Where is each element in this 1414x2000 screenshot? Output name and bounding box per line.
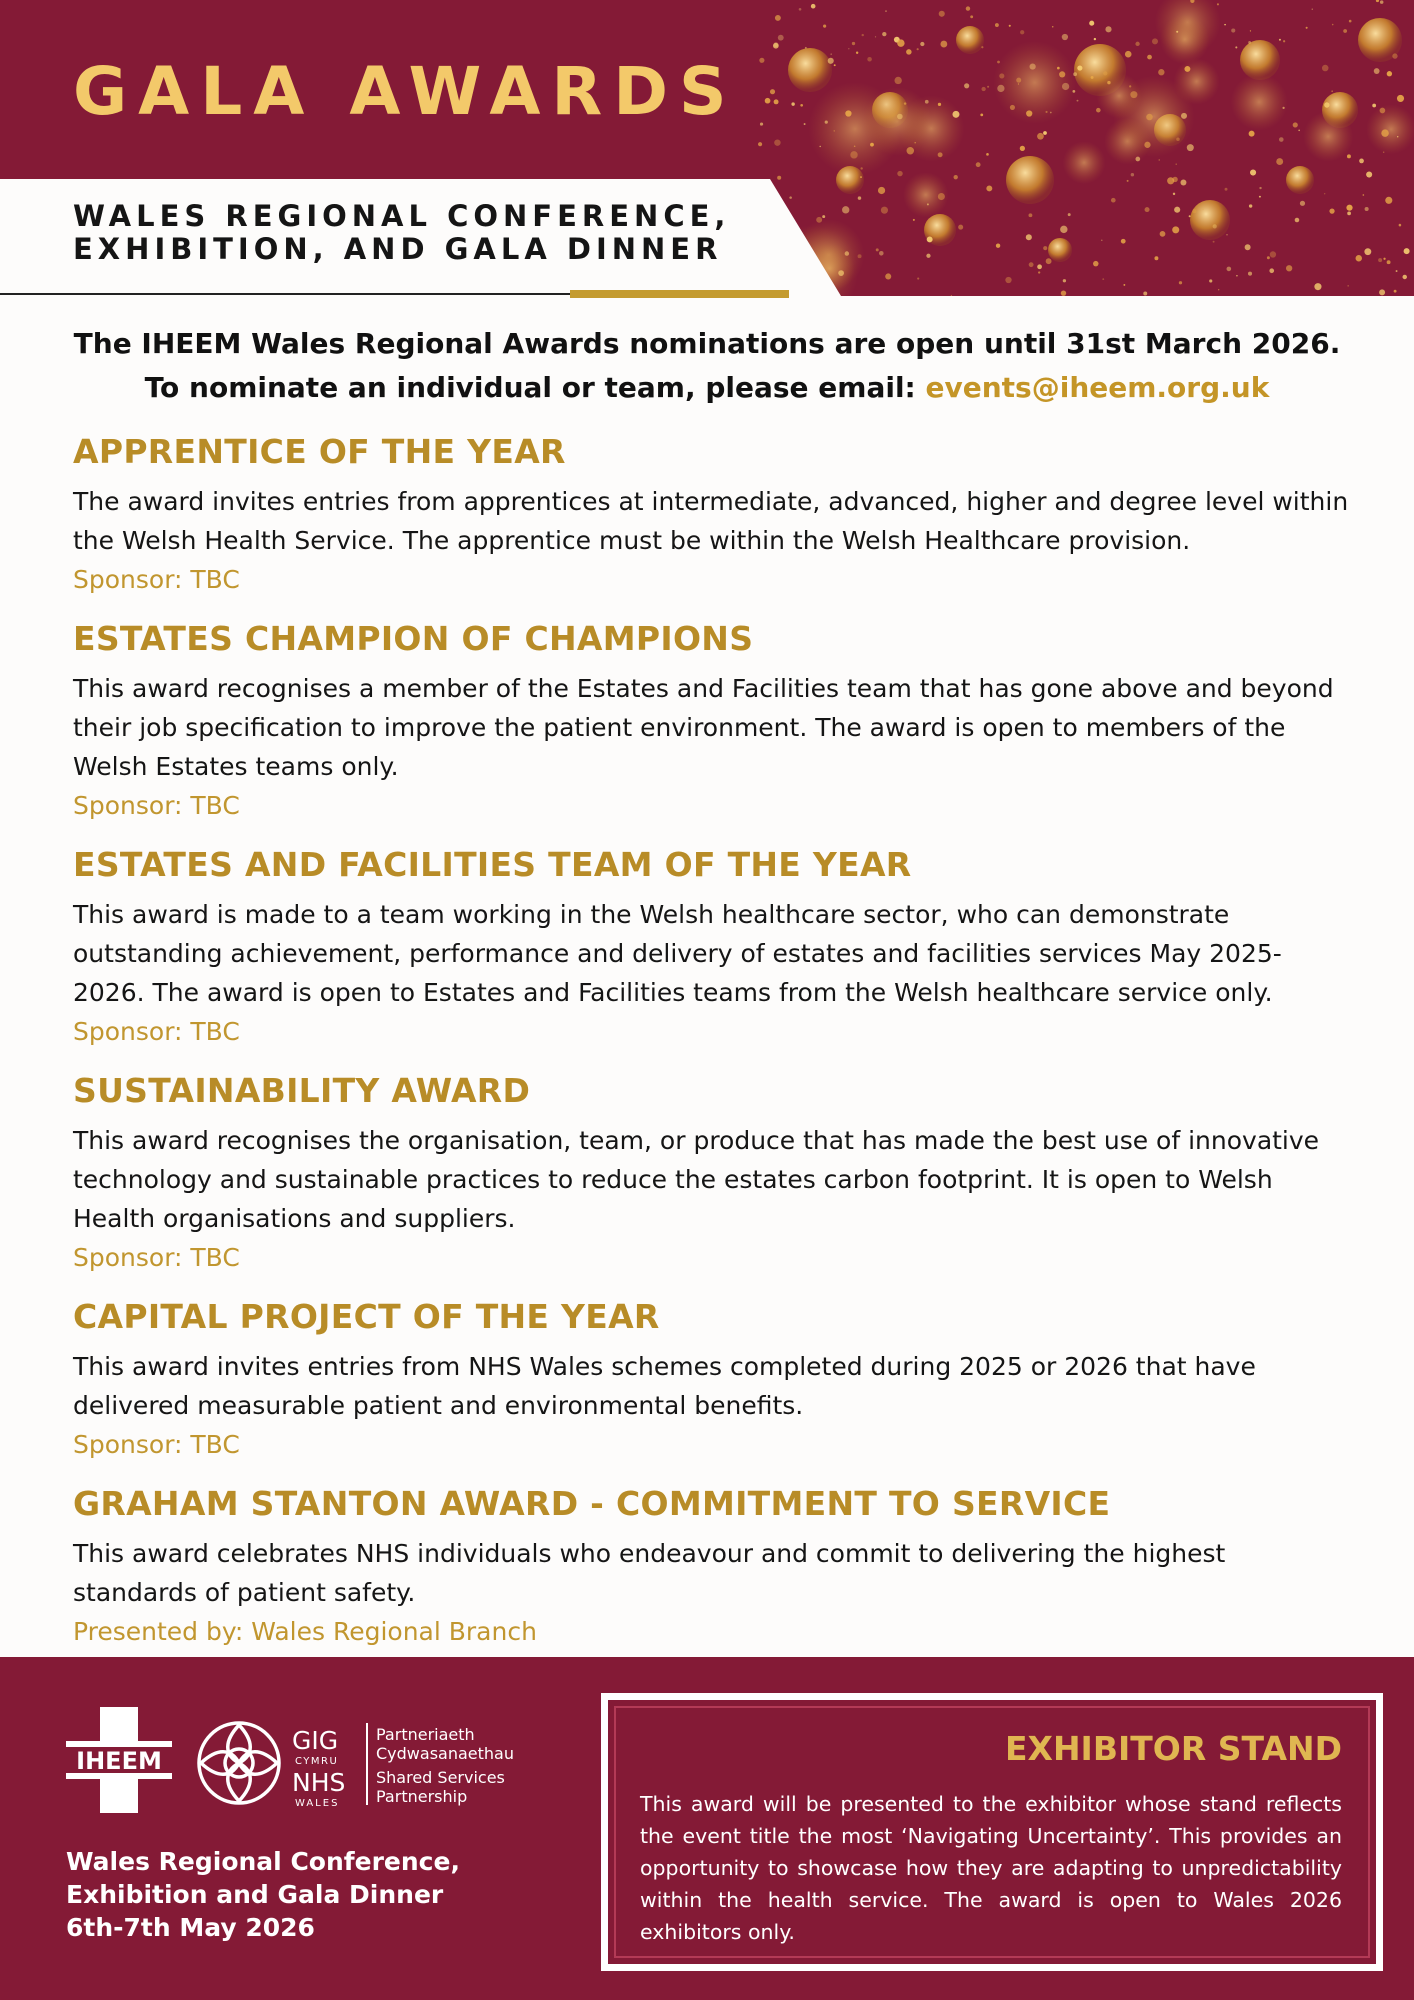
award-description: This award celebrates NHS individuals who endeavour and commit to delivering the highest standards of patient safety.: [73, 1539, 1226, 1607]
award-title: CAPITAL PROJECT OF THE YEAR: [73, 1297, 660, 1336]
footer-event-details: [66, 1845, 460, 1944]
gold-accent-bar: [570, 290, 789, 298]
partner-line-3: Shared Services: [376, 1768, 505, 1787]
exhibitor-stand-box: [601, 1693, 1383, 1971]
award-item: [73, 1482, 1353, 1651]
award-title: GRAHAM STANTON AWARD - COMMITMENT TO SERVICE: [73, 1484, 1111, 1523]
email-link[interactable]: events@iheem.org.uk: [925, 371, 1270, 404]
partner-line-4: Partnership: [376, 1787, 468, 1806]
award-description: This award invites entries from NHS Wales schemes completed during 2025 or 2026 that have delivered measurable patient and environmental benefits.: [73, 1352, 1256, 1420]
intro-line-2: [30, 366, 1384, 410]
awards-list: [73, 430, 1353, 1669]
footer-event-line-1: Wales Regional Conference,: [66, 1847, 460, 1876]
partner-line-1: Partneriaeth: [376, 1725, 475, 1744]
intro-line-2-text: To nominate an individual or team, please email:: [144, 371, 926, 404]
award-item: [73, 843, 1353, 1051]
gold-bokeh-image: [740, 0, 1414, 296]
divider-line: [0, 293, 570, 295]
award-title: ESTATES AND FACILITIES TEAM OF THE YEAR: [73, 845, 912, 884]
footer-band: [0, 1657, 1414, 2000]
award-title: ESTATES CHAMPION OF CHAMPIONS: [73, 619, 754, 658]
iheem-logo-text: IHEEM: [76, 1747, 162, 1775]
subtitle-line-1: WALES REGIONAL CONFERENCE,: [73, 199, 731, 233]
award-description: This award recognises a member of the Estates and Facilities team that has gone above and beyond their job specification to improve the patient environment. The award is open to members of the Welsh Estates teams only.: [73, 674, 1334, 781]
award-item: [73, 430, 1353, 599]
cymru-text: CYMRU: [295, 1756, 339, 1767]
page-title: GALA AWARDS: [73, 53, 738, 130]
award-title: SUSTAINABILITY AWARD: [73, 1071, 531, 1110]
exhibitor-stand-description: This award will be presented to the exhibitor whose stand reflects the event title the most ‘Navigating Uncertainty’. This provides an opportunity to showcase how they are adapting to unpredictability within the health service. The award is open to Wales 2026 exhibitors only.: [640, 1792, 1342, 1944]
intro-line-1: The IHEEM Wales Regional Awards nominations are open until 31st March 2026.: [73, 327, 1341, 360]
award-title: APPRENTICE OF THE YEAR: [73, 432, 566, 471]
celtic-knot-icon: [199, 1723, 279, 1803]
award-sponsor: Sponsor: TBC: [73, 565, 240, 594]
subtitle-line-2: EXHIBITION, AND GALA DINNER: [73, 232, 723, 266]
nhs-wales-shared-services-logo: [196, 1713, 536, 1813]
footer-event-line-2: Exhibition and Gala Dinner: [66, 1880, 444, 1909]
exhibitor-stand-title: EXHIBITOR STAND: [1004, 1729, 1342, 1768]
nominations-intro: [30, 322, 1384, 410]
exhibitor-stand-inner: [614, 1706, 1370, 1958]
award-sponsor: Sponsor: TBC: [73, 1243, 240, 1272]
award-item: [73, 1295, 1353, 1464]
footer-event-dates: 6th-7th May 2026: [66, 1913, 315, 1942]
award-item: [73, 617, 1353, 825]
award-sponsor: Sponsor: TBC: [73, 1017, 240, 1046]
award-sponsor: Presented by: Wales Regional Branch: [73, 1617, 537, 1646]
wales-text: WALES: [295, 1798, 340, 1809]
award-description: This award is made to a team working in the Welsh healthcare sector, who can demonstrate outstanding achievement, performance and delivery of estates and facilities services May 2025-2026. The award is open to Estates and Facilities teams from the Welsh healthcare service only.: [73, 900, 1282, 1007]
nhs-text: NHS: [292, 1768, 346, 1797]
award-description: This award recognises the organisation, team, or produce that has made the best use of innovative technology and sustainable practices to reduce the estates carbon footprint. It is open to Welsh Health organisations and suppliers.: [73, 1126, 1320, 1233]
award-sponsor: Sponsor: TBC: [73, 791, 240, 820]
award-description: The award invites entries from apprentices at intermediate, advanced, higher and degree level within the Welsh Health Service. The apprentice must be within the Welsh Healthcare provision.: [73, 487, 1349, 555]
gig-text: GIG: [292, 1726, 339, 1755]
award-sponsor: Sponsor: TBC: [73, 1430, 240, 1459]
award-item: [73, 1069, 1353, 1277]
iheem-logo: [66, 1707, 172, 1813]
event-subtitle: [73, 200, 730, 266]
partner-line-2: Cydwasanaethau: [376, 1744, 514, 1763]
